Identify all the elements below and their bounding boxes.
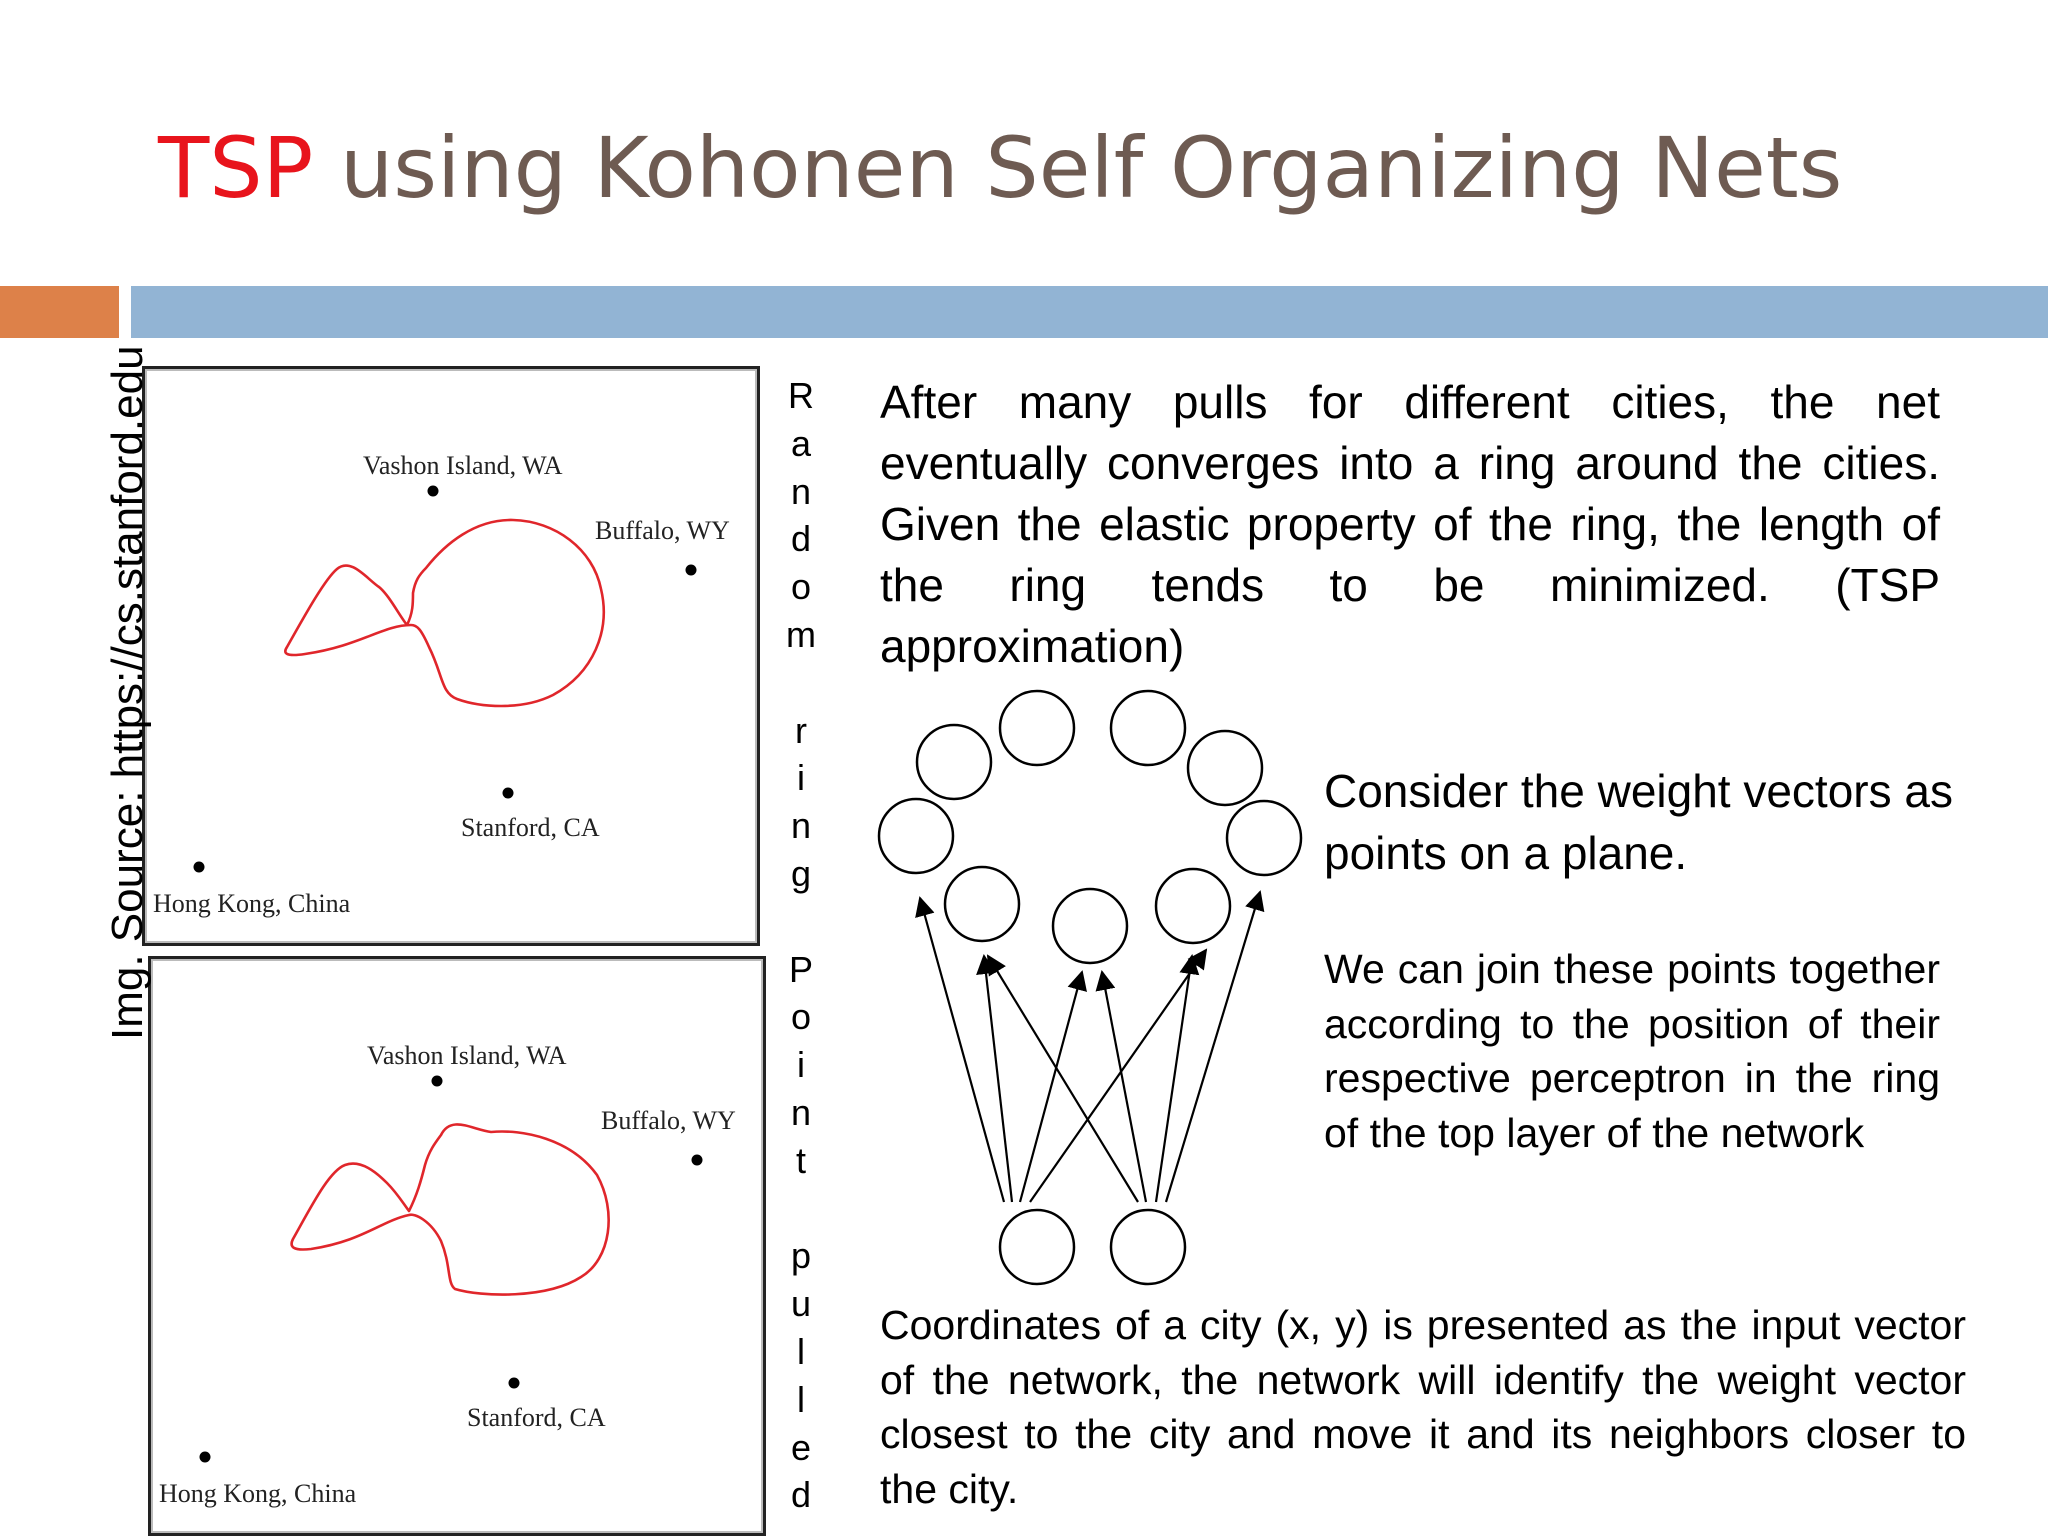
city-dot-stanford — [503, 788, 514, 799]
input-neuron — [1000, 1210, 1074, 1284]
weight-vectors-paragraph: Consider the weight vectors as points on a plane. — [1324, 765, 1953, 879]
city-label-stanford: Stanford, CA — [461, 813, 600, 842]
vertical-caption-letter: d — [790, 518, 812, 560]
weight-connection — [1102, 972, 1146, 1202]
vertical-caption-letter: n — [790, 805, 812, 847]
city-dot-vashon — [428, 486, 439, 497]
vertical-caption-letter: o — [790, 566, 812, 608]
city-dot-buffalo — [686, 565, 697, 576]
kohonen-network-diagram — [870, 688, 1310, 1296]
weight-connection — [984, 956, 1012, 1202]
vertical-caption-letter: d — [790, 1474, 812, 1516]
ring-neuron — [879, 799, 953, 873]
ring-neuron — [945, 867, 1019, 941]
vertical-caption-letter: a — [790, 422, 812, 464]
map-panel-top — [142, 366, 760, 946]
vertical-caption-letter: t — [795, 1139, 806, 1181]
header-bar-blue — [131, 286, 2048, 338]
city-dot-stanford — [509, 1378, 520, 1389]
weight-connection — [920, 898, 1004, 1202]
vertical-caption-letter: l — [797, 1330, 805, 1372]
city-dot-buffalo — [692, 1155, 703, 1166]
vertical-caption-letter: i — [797, 757, 805, 799]
image-source-caption: Img. Source: https://cs.stanford.edu — [103, 345, 152, 1040]
ring-neuron — [1111, 691, 1185, 765]
city-dot-vashon — [432, 1076, 443, 1087]
header-bar-orange — [0, 286, 119, 338]
map-panel-bottom — [148, 956, 766, 1536]
vertical-caption-letter — [782, 1185, 820, 1233]
weight-connection — [1030, 950, 1206, 1202]
city-label-hongkong: Hong Kong, China — [159, 1479, 357, 1508]
title-text: using Kohonen Self Organizing Nets — [313, 119, 1843, 217]
title-accent: TSP — [158, 119, 314, 217]
ring-neuron — [1000, 691, 1074, 765]
vertical-caption-letter: p — [790, 1235, 812, 1277]
vertical-caption-letter: o — [790, 996, 812, 1038]
city-dot-hongkong — [194, 862, 205, 873]
vertical-caption-letter: n — [790, 470, 812, 512]
ring-neuron — [1227, 801, 1301, 875]
city-label-vashon: Vashon Island, WA — [363, 451, 563, 480]
join-points-paragraph: We can join these points together according to the position of their respective perceptron in the ring of the top layer of the network — [1324, 946, 1940, 1156]
weight-connection — [1156, 956, 1192, 1202]
city-label-buffalo: Buffalo, WY — [601, 1106, 736, 1135]
ring-path-bottom — [292, 1124, 609, 1294]
city-label-vashon: Vashon Island, WA — [367, 1041, 567, 1070]
coordinates-paragraph: Coordinates of a city (x, y) is presented as the input vector of the network, the network will identify the weight vector closest to the city and move it and its neighbors closer to the city. — [880, 1302, 1966, 1512]
slide-title — [158, 118, 1842, 218]
ring-path-top — [285, 520, 603, 706]
city-dot-hongkong — [200, 1452, 211, 1463]
weight-connection — [1020, 972, 1082, 1202]
ring-neuron — [1053, 889, 1127, 963]
ring-neuron — [1156, 869, 1230, 943]
vertical-caption-letter: l — [797, 1378, 805, 1420]
vertical-caption-letter: R — [788, 375, 814, 416]
vertical-caption-letter: e — [790, 1426, 812, 1468]
vertical-caption-letter — [782, 898, 820, 946]
city-label-stanford: Stanford, CA — [467, 1403, 606, 1432]
vertical-caption-letter: g — [790, 852, 812, 894]
vertical-caption-letter: P — [788, 948, 813, 990]
vertical-caption-letter — [782, 659, 820, 707]
ring-neuron — [1188, 731, 1262, 805]
city-label-buffalo: Buffalo, WY — [595, 516, 730, 545]
ring-neuron — [917, 725, 991, 799]
vertical-caption-letter: m — [786, 613, 816, 655]
vertical-caption-letter: i — [797, 1044, 805, 1086]
vertical-caption — [782, 372, 820, 1519]
input-neuron — [1111, 1210, 1185, 1284]
vertical-caption-letter: u — [790, 1283, 812, 1325]
city-label-hongkong: Hong Kong, China — [153, 889, 351, 918]
vertical-caption-letter: n — [790, 1091, 812, 1133]
vertical-caption-letter: r — [795, 709, 807, 751]
convergence-paragraph: After many pulls for different cities, the net eventually converges into a ring around the cities. Given the elastic property of the ring, the length of the ring tends to be minimized. (TSP approximation) — [880, 376, 1940, 672]
